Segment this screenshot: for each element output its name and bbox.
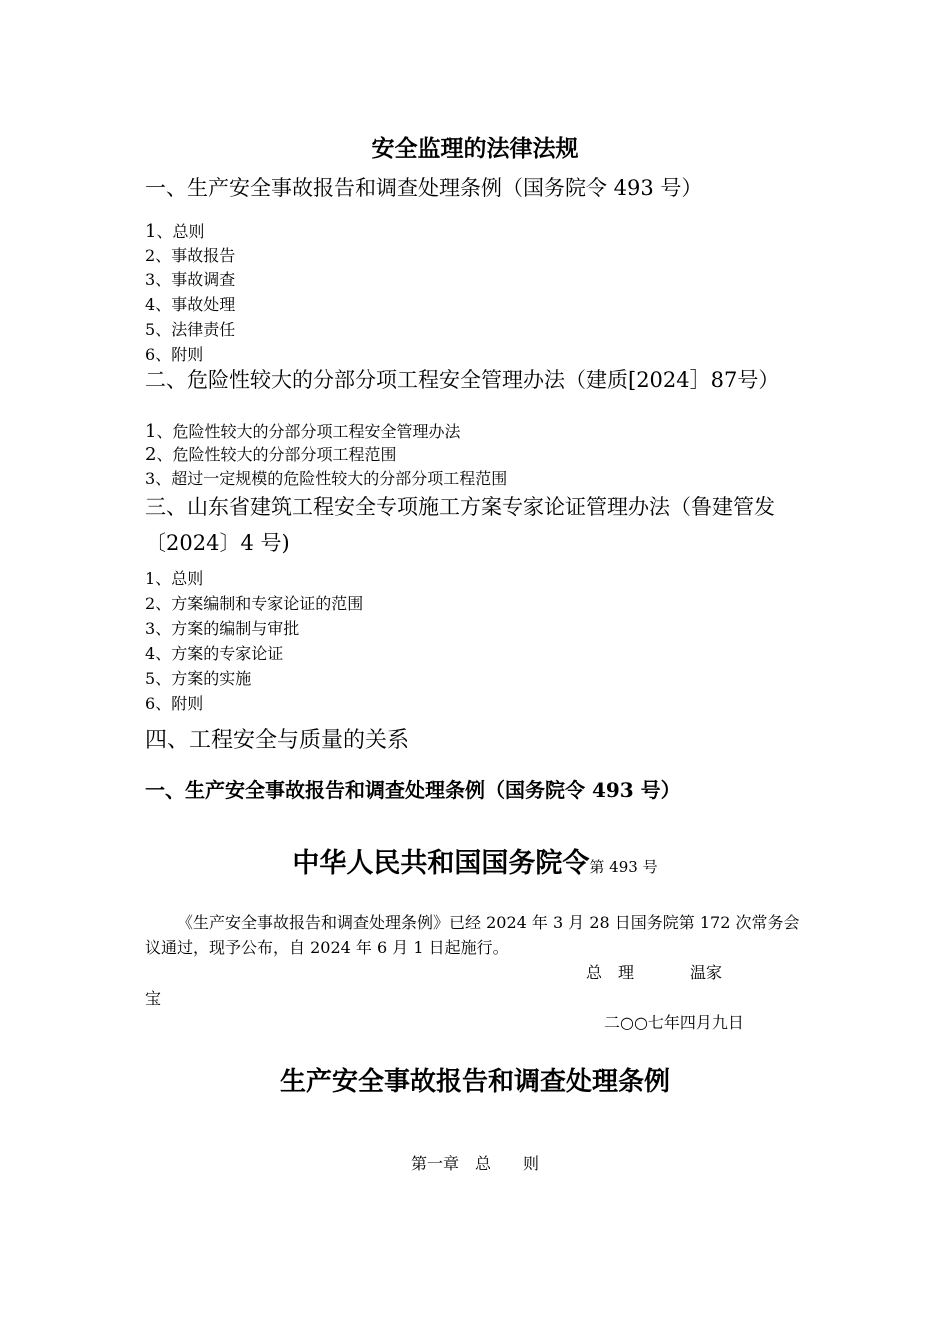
decree-date: 二○○七年四月九日 — [604, 1013, 744, 1032]
list-item: 1、总则 — [145, 221, 205, 242]
section-1-title: 一、生产安全事故报告和调查处理条例（国务院令 493 号） — [145, 176, 703, 200]
list-item: 2、危险性较大的分部分项工程范围 — [145, 444, 397, 465]
section-2-title: 二、危险性较大的分部分项工程安全管理办法（建质[2024］87号） — [145, 368, 780, 392]
decree-title — [0, 845, 950, 886]
decree-name: 中华人民共和国国务院令 — [292, 848, 590, 879]
decree-body: 《生产安全事故报告和调查处理条例》已经 2024 年 3 月 28 日国务院第 172 次常务会议通过，现予公布，自 2024 年 6 月 1 日起施行。 — [145, 913, 800, 957]
list-item: 5、法律责任 — [145, 320, 236, 339]
list-item: 5、方案的实施 — [145, 669, 252, 688]
signer-role: 总 理 — [586, 963, 635, 982]
list-item: 4、方案的专家论证 — [145, 644, 284, 663]
part-1-heading: 一、生产安全事故报告和调查处理条例（国务院令 493 号） — [145, 778, 681, 802]
document-title: 安全监理的法律法规 — [371, 135, 579, 162]
list-item: 6、附则 — [145, 345, 204, 364]
section-4-title: 四、工程安全与质量的关系 — [145, 728, 410, 753]
chapter-heading: 第一章 总 则 — [410, 1154, 539, 1173]
list-item: 1、总则 — [145, 569, 204, 588]
list-item: 3、方案的编制与审批 — [145, 619, 300, 638]
list-item: 3、事故调查 — [145, 270, 236, 289]
list-item: 2、方案编制和专家论证的范围 — [145, 594, 364, 613]
list-item: 2、事故报告 — [145, 246, 236, 265]
list-item: 3、超过一定规模的危险性较大的分部分项工程范围 — [145, 469, 508, 488]
regulation-title: 生产安全事故报告和调查处理条例 — [279, 1067, 670, 1097]
decree-number: 第 493 号 — [589, 858, 658, 876]
list-item: 4、事故处理 — [145, 295, 236, 314]
list-item: 1、危险性较大的分部分项工程安全管理办法 — [145, 421, 461, 442]
section-3-title: 三、山东省建筑工程安全专项施工方案专家论证管理办法（鲁建管发〔2024〕4 号) — [145, 495, 775, 555]
list-item: 6、附则 — [145, 694, 204, 713]
signer-name-continued: 宝 — [145, 989, 162, 1008]
signer-name: 温家 — [690, 963, 723, 982]
